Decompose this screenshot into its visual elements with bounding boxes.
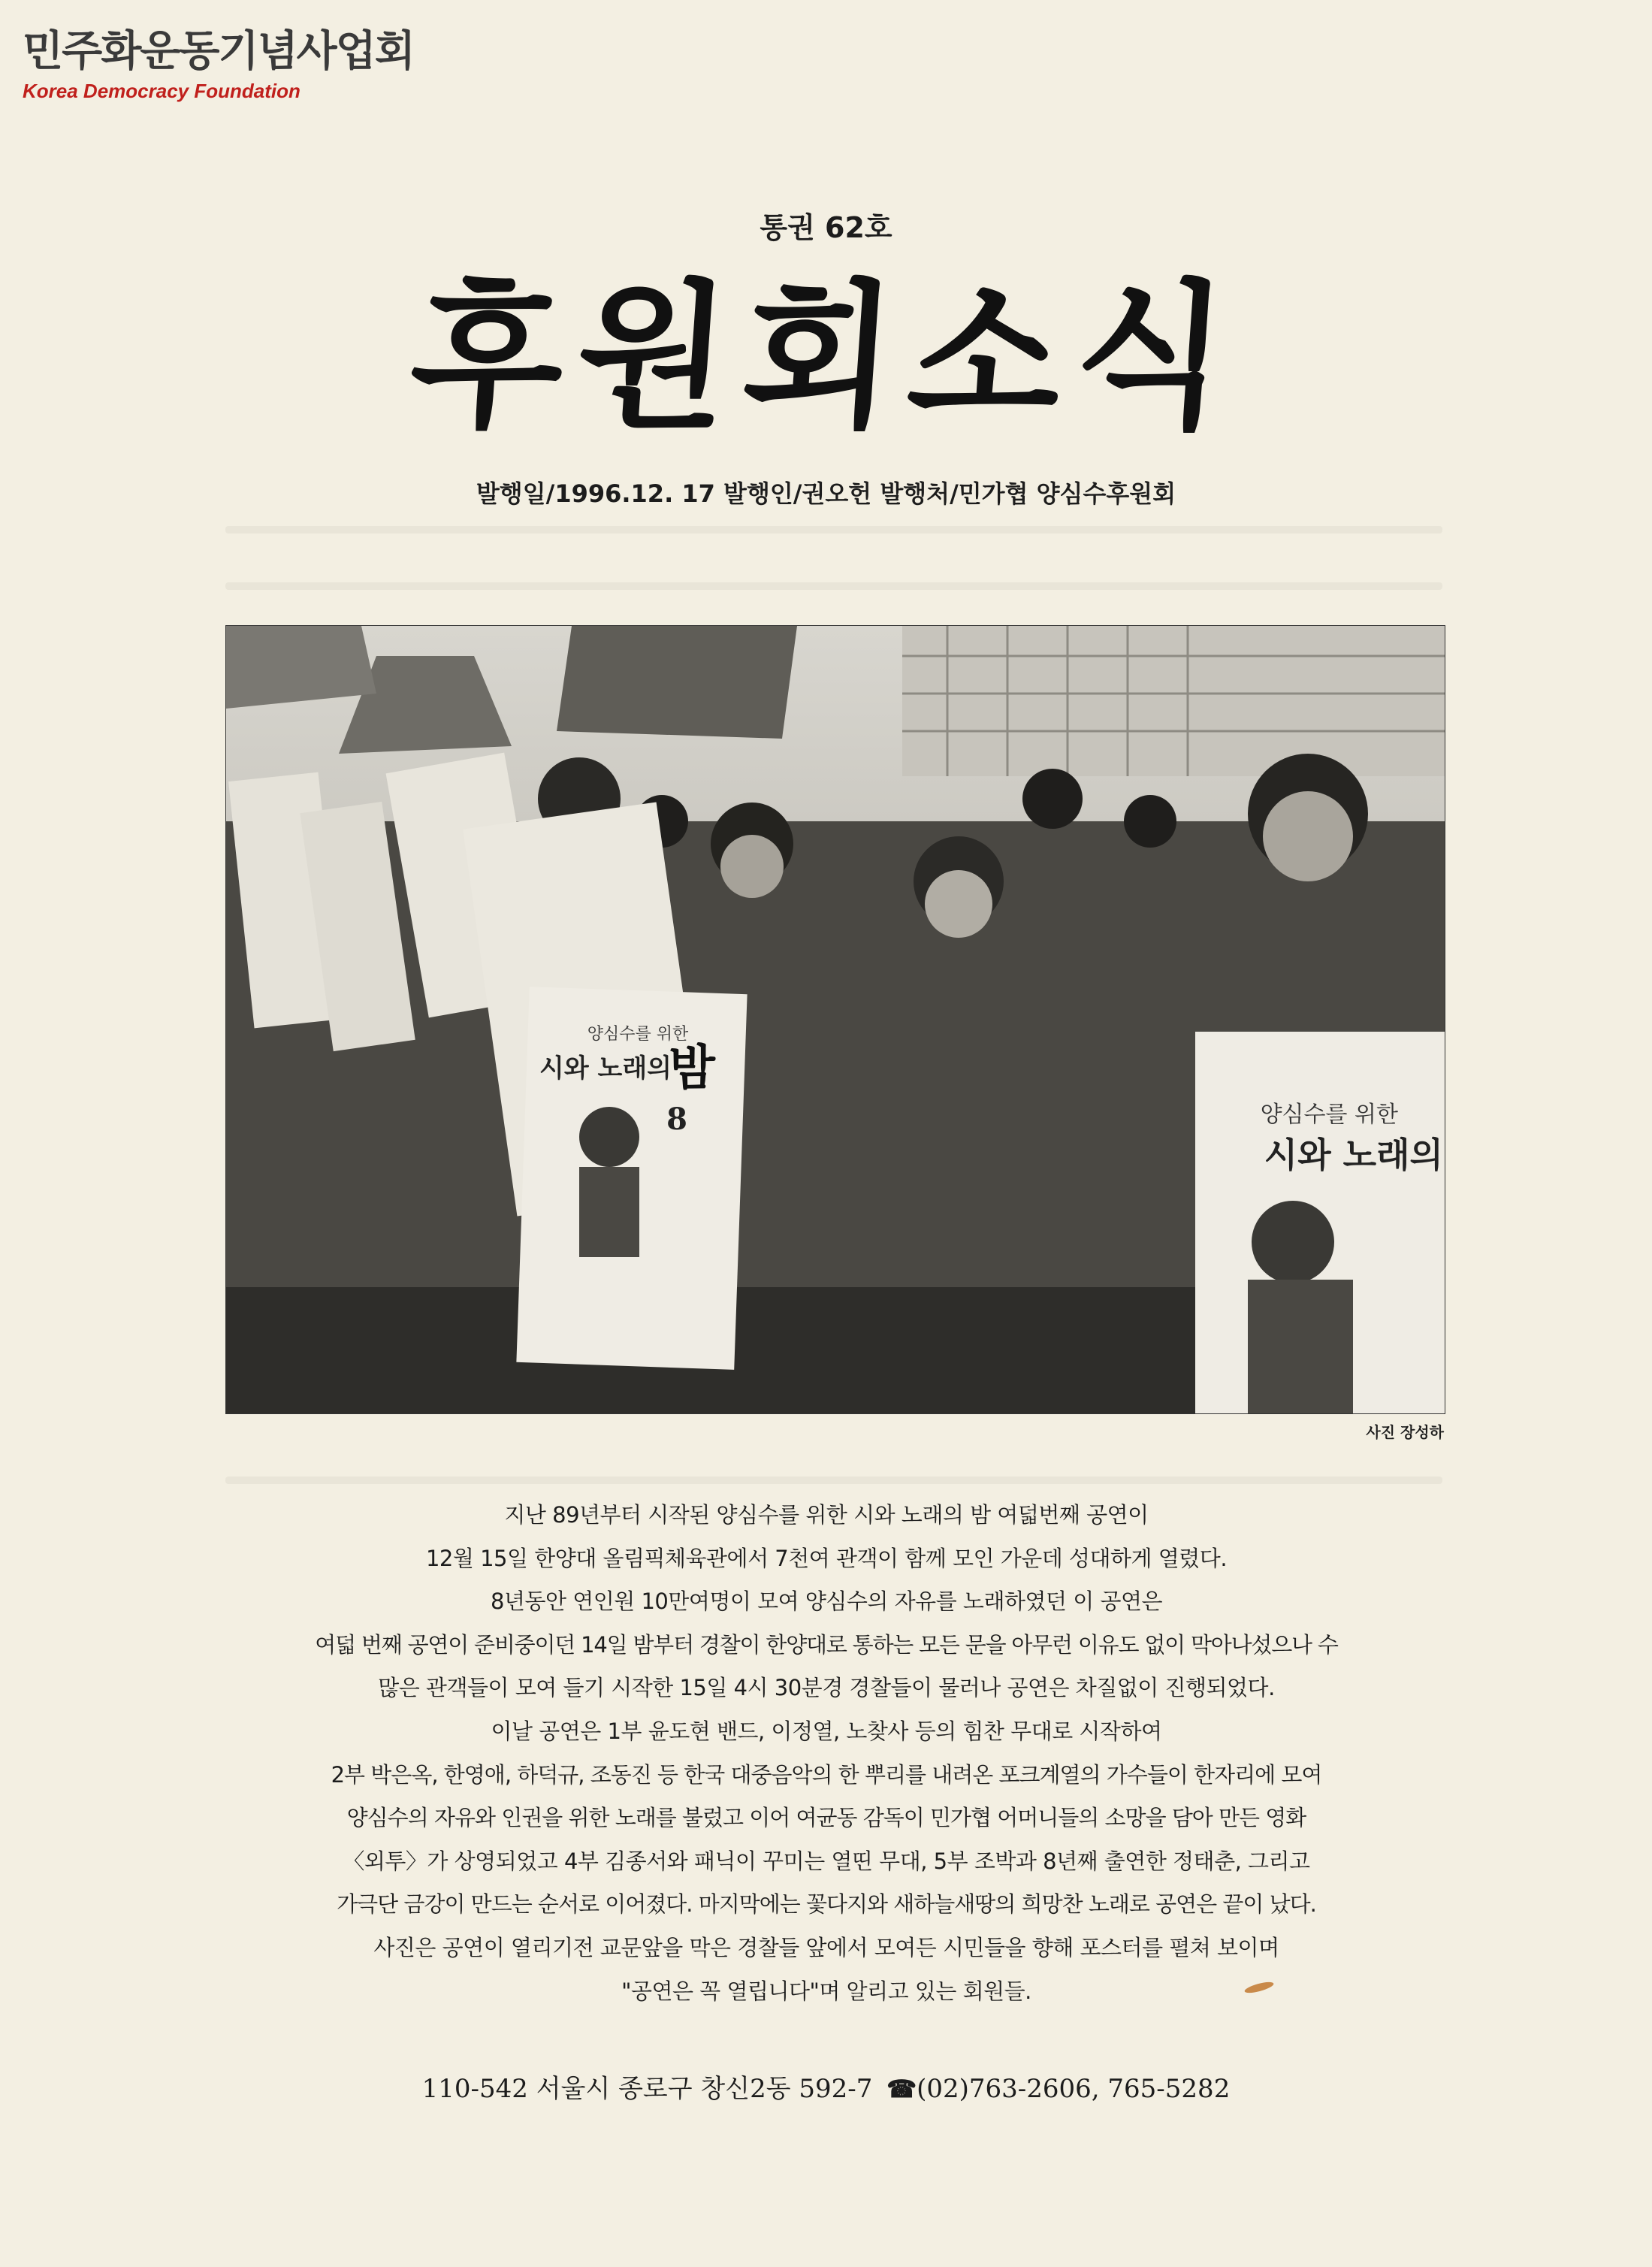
article-line: 양심수의 자유와 인권을 위한 노래를 불렀고 이어 여균동 감독이 민가협 어머니들의 소망을 담아 만든 영화 — [346, 1805, 1306, 1831]
org-name-korean: 민주화운동기념사업회 — [23, 26, 414, 76]
article-line: 많은 관객들이 모여 들기 시작한 15일 4시 30분경 경찰들이 물러나 공연은 차질없이 진행되었다. — [378, 1675, 1275, 1701]
poster-right-title-text: 시와 노래의 — [1264, 1135, 1443, 1175]
poster-number-text: 8 — [666, 1102, 687, 1137]
article-line: 사진은 공연이 열리기전 교문앞을 막은 경찰들 앞에서 모여든 시민들을 향해 포스터를 펼쳐 보이며 — [373, 1934, 1279, 1960]
issue-number: 통권 62호 — [760, 211, 892, 244]
protest-photo — [225, 625, 1445, 1414]
bleed-through-texture — [225, 582, 1442, 590]
article-line: 이날 공연은 1부 윤도현 밴드, 이정열, 노찾사 등의 힘찬 무대로 시작하여 — [491, 1718, 1162, 1744]
photo-credit: 사진 장성하 — [1366, 1423, 1444, 1441]
article-line: 가극단 금강이 만드는 순서로 이어졌다. 마지막에는 꽃다지와 새하늘새땅의 희망찬 노래로 공연은 끝이 났다. — [337, 1891, 1316, 1918]
article-line: 12월 15일 한양대 올림픽체육관에서 7천여 관객이 함께 모인 가운데 성대하게 열렸다. — [425, 1545, 1228, 1571]
address-line — [0, 2068, 1652, 2105]
poster-header-text: 양심수를 위한 — [587, 1025, 689, 1044]
article-line: "공연은 꼭 열립니다"며 알리고 있는 회원들. — [621, 1978, 1031, 2004]
org-logo — [23, 26, 414, 103]
org-name-english: Korea Democracy Foundation — [23, 80, 301, 102]
publication-info: 발행일/1996.12. 17 발행인/권오헌 발행처/민가협 양심수후원회 — [476, 479, 1176, 508]
bleed-through-texture — [225, 526, 1442, 534]
article-line: 〈외투〉가 상영되었고 4부 김종서와 패닉이 꾸미는 열띤 무대, 5부 조박과 8년째 출연한 정태춘, 그리고 — [343, 1848, 1310, 1874]
masthead-title: 후원회소식 — [404, 264, 1248, 449]
address-text: 110-542 서울시 종로구 창신2동 592-7 — [421, 2074, 873, 2104]
article-line: 2부 박은옥, 한영애, 하덕규, 조동진 등 한국 대중음악의 한 뿌리를 내려온 포크계열의 가수들이 한자리에 모여 — [331, 1761, 1322, 1788]
telephone-icon: ☎ — [886, 2075, 917, 2103]
poster-big-text: 밤 — [669, 1040, 715, 1096]
article-line: 여덟 번째 공연이 준비중이던 14일 밤부터 경찰이 한양대로 통하는 모든 문을 아무런 이유도 없이 막아나섰으나 수 — [315, 1631, 1338, 1658]
bleed-through-texture — [225, 1477, 1442, 1484]
article-body — [188, 1494, 1465, 2013]
phone-numbers: (02)763-2606, 765-5282 — [917, 2074, 1231, 2104]
article-line: 8년동안 연인원 10만여명이 모여 양심수의 자유를 노래하였던 이 공연은 — [491, 1588, 1162, 1615]
poster-title-text: 시와 노래의 — [539, 1053, 672, 1084]
article-line: 지난 89년부터 시작된 양심수를 위한 시와 노래의 밤 여덟번째 공연이 — [504, 1502, 1149, 1528]
poster-right-header-text: 양심수를 위한 — [1260, 1102, 1398, 1128]
